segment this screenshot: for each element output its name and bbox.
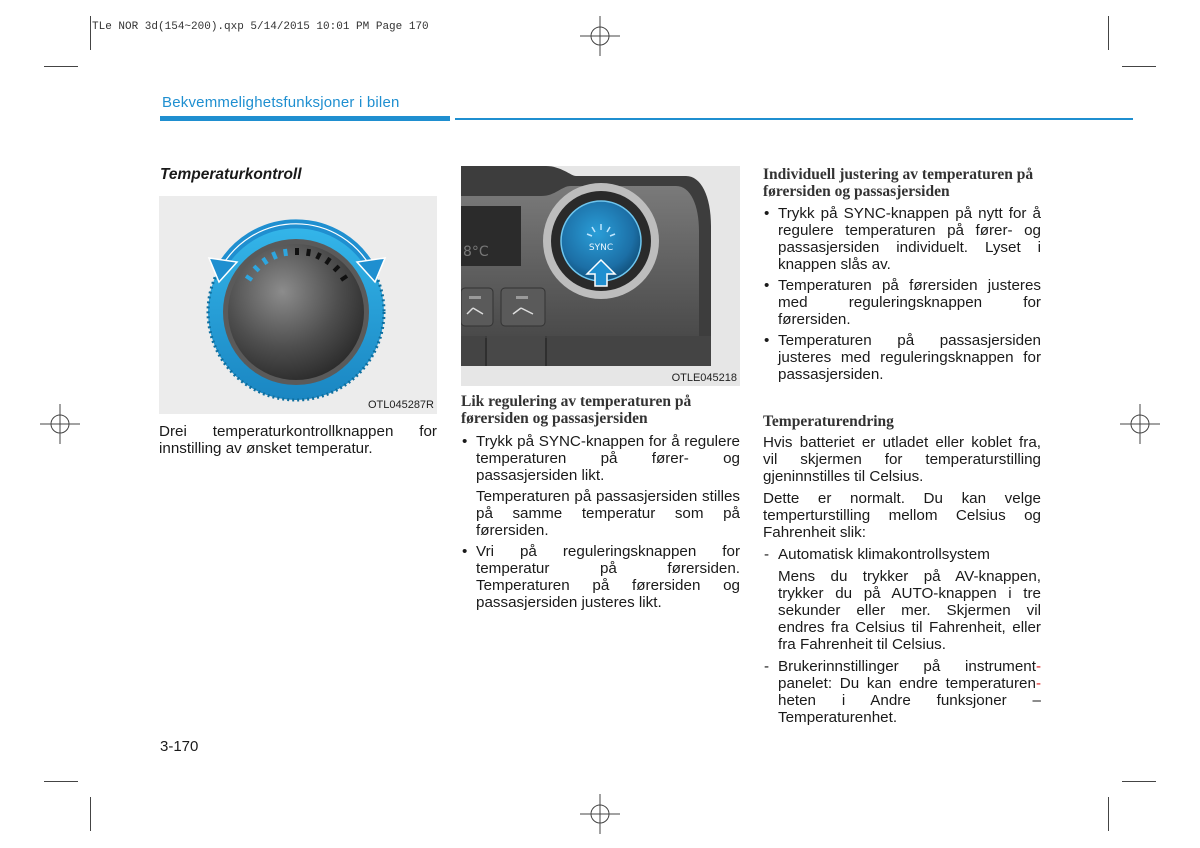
heading-temperaturkontroll: Temperaturkontroll [160, 166, 302, 183]
display-temp: 8°C [463, 244, 489, 260]
dash-item [763, 658, 1041, 726]
paragraph-battery: Hvis batteriet er utladet eller koblet fra, vil skjermen for temperaturstilling gjeninnstilles til Celsius. [763, 434, 1041, 485]
figure-code: OTLE045218 [671, 372, 737, 384]
crop-mark [1108, 797, 1109, 831]
dash-item [763, 546, 1041, 563]
crop-mark [1108, 16, 1109, 50]
bullet-list-turn [461, 543, 740, 611]
paragraph-normal: Dette er normalt. Du kan velge temperturstilling mellom Celsius og Fahrenheit slik: [763, 490, 1041, 541]
bullet-item [763, 205, 1041, 273]
bullet-text: Temperaturen på passasjersiden justeres med reguleringsknappen for passasjersiden. [778, 332, 1041, 383]
bullet-item [763, 332, 1041, 383]
bullet-text: Trykk på SYNC-knappen på nytt for å regulere temperaturen på fører- og passasjersiden individuelt. Lyset i knappen slås av. [778, 205, 1041, 273]
col2-body [461, 433, 740, 615]
col3-bullets [763, 205, 1041, 387]
dash-list [763, 546, 1041, 563]
dash-text: Automatisk klimakontrollsystem [778, 546, 990, 563]
crop-mark [90, 16, 91, 50]
section-rule-thin [455, 118, 1133, 120]
dash-text-part: Brukerinnstillinger på instrument [778, 658, 1036, 675]
registration-mark-bottom [580, 794, 620, 834]
col3-body [763, 434, 1041, 731]
bullet-text: Temperaturen på førersiden justeres med reguleringsknappen for førersiden. [778, 277, 1041, 328]
figure-code: OTL045287R [367, 399, 434, 411]
figure-sync-panel [461, 166, 740, 386]
bullet-text: Trykk på SYNC-knappen for å regulere temperaturen på fører- og passasjersiden likt. [476, 433, 740, 484]
section-title: Bekvemmelighetsfunksjoner i bilen [162, 94, 400, 111]
figure-temperature-knob [159, 196, 437, 414]
dash-text-part: heten i Andre funksjoner – Temperaturenhet. [778, 692, 1041, 726]
crop-mark [90, 797, 91, 831]
bullet-item [763, 277, 1041, 328]
registration-mark-top [580, 16, 620, 56]
hyphen-mark: - [1035, 675, 1041, 692]
page-number: 3-170 [160, 738, 199, 755]
crop-mark [1122, 66, 1156, 67]
heading-individuell-justering: Individuell justering av temperaturen på førersiden og passasjersiden [763, 166, 1034, 200]
hyphen-mark: - [1035, 658, 1041, 675]
crop-mark [44, 781, 78, 782]
heading-temperaturendring: Temperaturendring [763, 413, 894, 430]
dash-continuation: Mens du trykker på AV-knappen, trykker du på AUTO-knappen i tre sekunder eller mer. Skjermen vil endres fra Celsius til Fahrenheit, eller fra Fahrenheit til Celsius. [778, 568, 1041, 653]
crop-mark [1122, 781, 1156, 782]
registration-mark-right [1120, 404, 1160, 444]
paragraph-knob-instruction: Drei temperaturkontrollknappen for innstilling av ønsket temperatur. [159, 423, 437, 457]
bullet-item [461, 543, 740, 611]
temperature-knob-illustration [159, 196, 437, 414]
bullet-continuation: Temperaturen på passasjersiden stilles på samme temperatur som på førersiden. [476, 488, 740, 539]
dash-list-2 [763, 658, 1041, 726]
sync-label: SYNC [588, 243, 614, 253]
bullet-item [461, 433, 740, 484]
section-rule-thick [160, 116, 450, 121]
dash-text-part: panelet: Du kan endre temperaturen [778, 675, 1036, 692]
sync-panel-illustration [461, 166, 740, 386]
bullet-list-individual [763, 205, 1041, 383]
bullet-text: Vri på reguleringsknappen for temperatur på førersiden. Temperaturen på førersiden og passasjersiden justeres likt. [476, 543, 740, 611]
bullet-list-sync [461, 433, 740, 484]
heading-lik-regulering: Lik regulering av temperaturen på førersiden og passasjersiden [461, 393, 692, 427]
print-header: TLe NOR 3d(154~200).qxp 5/14/2015 10:01 PM Page 170 [92, 21, 429, 33]
crop-mark [44, 66, 78, 67]
registration-mark-left [40, 404, 80, 444]
